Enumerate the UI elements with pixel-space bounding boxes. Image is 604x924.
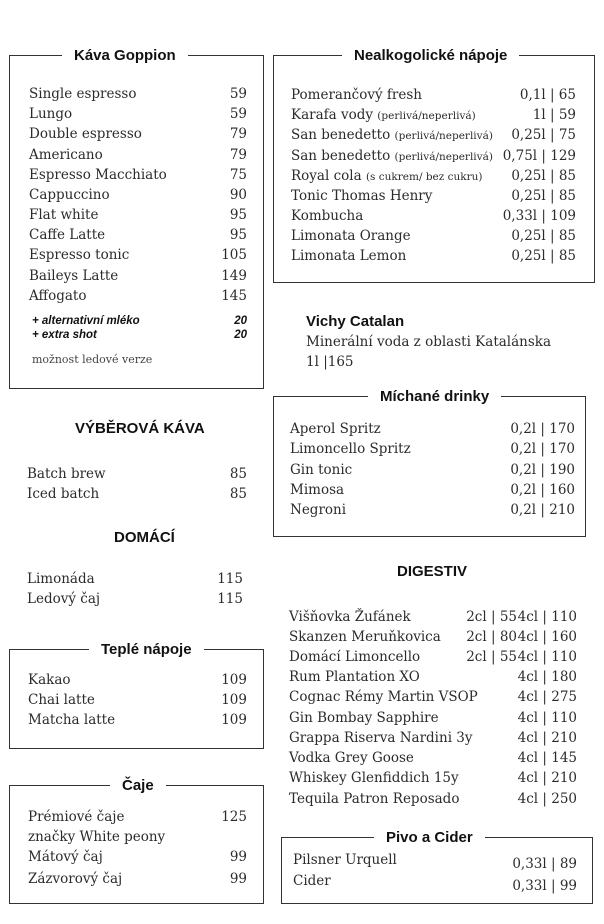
- item-price-2cl: 2cl | 55: [466, 649, 517, 665]
- item-price-2cl: 2cl | 80: [466, 629, 517, 645]
- item-price-4cl: 4cl | 110: [517, 649, 577, 665]
- item-price-2cl: 2cl | 55: [466, 609, 517, 625]
- item-name: Domácí Limoncello: [289, 649, 421, 665]
- item-price: 59: [229, 106, 247, 122]
- item-name: Grappa Riserva Nardini 3y: [289, 730, 473, 746]
- item-price: 145: [221, 288, 247, 304]
- item-price: 0,75l | 129: [502, 148, 576, 164]
- item-price: 105: [221, 247, 247, 263]
- item-name: Americano: [29, 147, 103, 163]
- item-price: 125: [221, 809, 247, 825]
- item-price: 95: [229, 227, 247, 243]
- item-name: Rum Plantation XO: [289, 669, 420, 685]
- item-name: Vodka Grey Goose: [289, 750, 414, 766]
- item-price: 0,25l | 85: [511, 248, 576, 264]
- item-name: Chai latte: [28, 692, 95, 708]
- item-name: Limonáda: [27, 571, 95, 587]
- extra-item: [32, 314, 247, 328]
- item-price-4cl: 4cl | 275: [517, 689, 577, 705]
- item-name: Skanzen Meruňkovica: [289, 629, 441, 645]
- item-name: Kombucha: [291, 208, 364, 224]
- caje-title: Čaje: [110, 777, 166, 795]
- item-price-4cl: 4cl | 110: [517, 710, 577, 726]
- item-price: 59: [229, 86, 247, 102]
- item-note: (perlivá/neperlivá): [394, 151, 493, 163]
- item-name: značky White peony: [28, 829, 166, 845]
- item-price: 0,33l | 99: [512, 878, 577, 894]
- item-price: 0,25l | 85: [511, 188, 576, 204]
- item-name: Cappuccino: [29, 187, 110, 203]
- item-price: 99: [229, 871, 247, 887]
- vichy-desc: Minerální voda z oblasti Katalánska: [306, 334, 552, 350]
- item-name: Double espresso: [29, 126, 142, 142]
- item-price-4cl: 4cl | 210: [517, 730, 577, 746]
- item-name: Royal cola: [291, 168, 362, 184]
- vichy-title: Vichy Catalan: [306, 313, 405, 330]
- item-name: Matcha latte: [28, 712, 116, 728]
- extra-name: + extra shot: [32, 329, 97, 341]
- item-name: Flat white: [29, 207, 99, 223]
- domaci-title: DOMÁCÍ: [114, 529, 175, 546]
- item-price: 109: [221, 692, 247, 708]
- item-price: 109: [221, 672, 247, 688]
- item-name: Espresso tonic: [29, 247, 130, 263]
- extra-price: 20: [234, 329, 247, 341]
- item-name: Mimosa: [290, 482, 345, 498]
- item-name: Espresso Macchiato: [29, 167, 167, 183]
- vyberova-title: VÝBĚROVÁ KÁVA: [75, 420, 205, 437]
- item-price: 0,1l | 65: [519, 87, 576, 103]
- item-name: Karafa vody: [291, 107, 373, 123]
- item-price-4cl: 4cl | 145: [517, 750, 577, 766]
- kava-note: možnost ledové verze: [32, 353, 153, 366]
- item-name: Lungo: [29, 106, 73, 122]
- item-price: 0,2l | 210: [510, 502, 575, 518]
- item-name: Pomerančový fresh: [291, 87, 422, 103]
- item-name: Prémiové čaje: [28, 809, 125, 825]
- item-price: 75: [229, 167, 247, 183]
- item-price-4cl: 4cl | 160: [517, 629, 577, 645]
- item-name: Baileys Latte: [29, 268, 119, 284]
- item-name: Affogato: [29, 288, 87, 304]
- extra-price: 20: [234, 315, 247, 327]
- item-price-4cl: 4cl | 180: [517, 669, 577, 685]
- item-price: 85: [229, 486, 247, 502]
- item-price: 90: [229, 187, 247, 203]
- item-price: 0,2l | 160: [510, 482, 575, 498]
- item-name: Ledový čaj: [27, 591, 101, 607]
- item-note: (perlivá/neperlivá): [394, 130, 493, 142]
- item-price-4cl: 4cl | 210: [517, 770, 577, 786]
- item-price: 0,33l | 89: [512, 856, 577, 872]
- item-name: Batch brew: [27, 466, 106, 482]
- item-name: Limonata Lemon: [291, 248, 407, 264]
- nealko-title: Nealkogolické nápoje: [342, 47, 519, 65]
- item-price: 0,2l | 170: [510, 441, 575, 457]
- item-price: 85: [229, 466, 247, 482]
- item-name: Zázvorový čaj: [28, 871, 123, 887]
- item-price: 79: [229, 126, 247, 142]
- item-price-4cl: 4cl | 250: [517, 791, 577, 807]
- item-name: Single espresso: [29, 86, 137, 102]
- digestiv-title: DIGESTIV: [397, 563, 468, 580]
- item-name: Aperol Spritz: [290, 421, 381, 437]
- item-name: Limonata Orange: [291, 228, 411, 244]
- item-price: 0,25l | 85: [511, 168, 576, 184]
- item-price: 79: [229, 147, 247, 163]
- item-price: 0,2l | 190: [510, 462, 575, 478]
- item-price: 0,2l | 170: [510, 421, 575, 437]
- item-price: 0,25l | 75: [511, 127, 576, 143]
- item-name: Pilsner Urquell: [293, 852, 397, 868]
- item-price: 115: [217, 571, 243, 587]
- item-name: Negroni: [290, 502, 347, 518]
- item-price: 95: [229, 207, 247, 223]
- vichy-price: 1l |165: [306, 354, 354, 370]
- item-name: Cognac Rémy Martin VSOP: [289, 689, 478, 705]
- item-name: Kakao: [28, 672, 71, 688]
- item-name: Limoncello Spritz: [290, 441, 411, 457]
- item-price-4cl: 4cl | 110: [517, 609, 577, 625]
- item-note: (s cukrem/ bez cukru): [365, 171, 483, 183]
- item-name: Cider: [293, 873, 331, 889]
- item-name: Caffe Latte: [29, 227, 106, 243]
- item-name: Gin tonic: [290, 462, 353, 478]
- item-name: Tonic Thomas Henry: [291, 188, 433, 204]
- item-price: 1l | 59: [532, 107, 576, 123]
- item-name: Tequila Patron Reposado: [289, 791, 460, 807]
- item-name: Gin Bombay Sapphire: [289, 710, 439, 726]
- extra-item: [32, 328, 247, 342]
- item-price: 99: [229, 849, 247, 865]
- item-price: 115: [217, 591, 243, 607]
- item-price: 0,33l | 109: [502, 208, 576, 224]
- item-name: San benedetto: [291, 127, 391, 143]
- michane-title: Míchané drinky: [368, 388, 501, 406]
- item-name: Višňovka Žufánek: [289, 609, 411, 625]
- teple-title: Teplé nápoje: [89, 641, 204, 659]
- item-name: San benedetto: [291, 148, 391, 164]
- item-note: (perlivá/neperlivá): [377, 110, 476, 122]
- item-price: 0,25l | 85: [511, 228, 576, 244]
- extra-name: + alternativní mléko: [32, 315, 140, 327]
- pivo-title: Pivo a Cider: [374, 829, 485, 847]
- item-name: Mátový čaj: [28, 849, 103, 865]
- kava-title: Káva Goppion: [62, 47, 188, 65]
- item-price: 109: [221, 712, 247, 728]
- item-price: 149: [221, 268, 247, 284]
- item-name: Iced batch: [27, 486, 100, 502]
- item-name: Whiskey Glenfiddich 15y: [289, 770, 459, 786]
